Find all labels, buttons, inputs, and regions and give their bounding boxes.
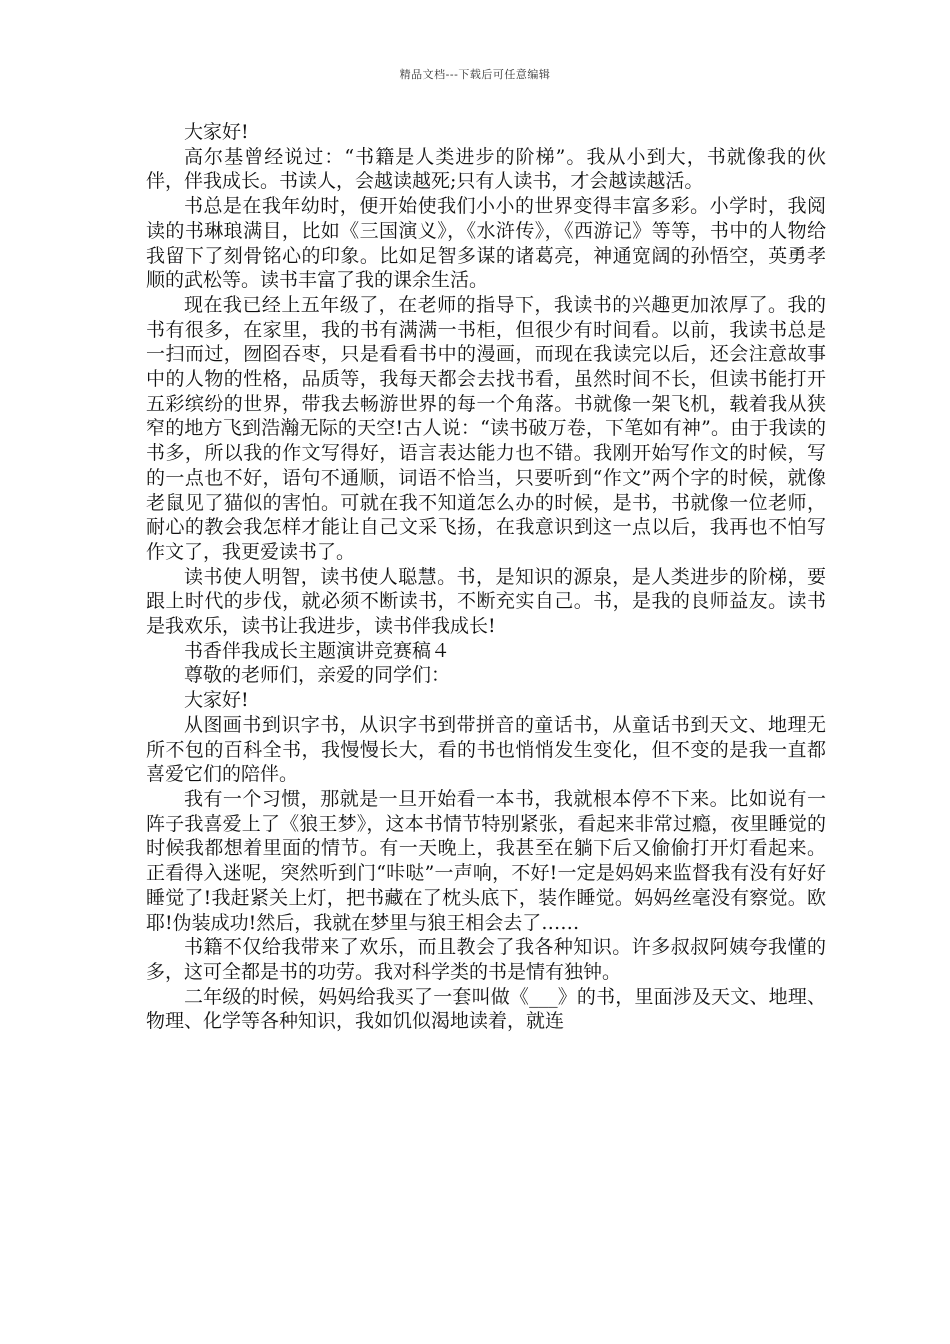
document-body	[146, 120, 826, 1034]
body-paragraph: 我有一个习惯，那就是一旦开始看一本书，我就根本停不下来。比如说有一阵子我喜爱上了《狼王梦》，这本书情节特别紧张，看起来非常过瘾，夜里睡觉的时候我都想着里面的情节。有一天晚上，我甚至在躺下后又偷偷打开灯看起来。正看得入迷呢，突然听到门“咔哒”一声响，不好!一定是妈妈来监督我有没有好好睡觉了!我赶紧关上灯，把书藏在了枕头底下，装作睡觉。妈妈丝毫没有察觉。欧耶!伪装成功!然后，我就在梦里与狼王相会去了……	[146, 787, 826, 934]
greeting-paragraph: 大家好!	[184, 689, 249, 712]
salutation-paragraph: 尊敬的老师们，亲爱的同学们：	[184, 664, 451, 687]
body-paragraph: 高尔基曾经说过：“书籍是人类进步的阶梯”。我从小到大，书就像我的伙伴，伴我成长。书读人，会越读越死;只有人读书，才会越读越活。	[146, 145, 826, 193]
page-header: 精品文档---下载后可任意编辑	[399, 68, 551, 81]
body-paragraph: 二年级的时候，妈妈给我买了一套叫做《___》的书，里面涉及天文、地理、物理、化学等各种知识，我如饥似渴地读着，就连	[146, 985, 826, 1033]
section-title: 书香伴我成长主题演讲竞赛稿４	[184, 639, 451, 662]
body-paragraph: 现在我已经上五年级了，在老师的指导下，我读书的兴趣更加浓厚了。我的书有很多，在家里，我的书有满满一书柜，但很少有时间看。以前，我读书总是一扫而过，囫囵吞枣，只是看看书中的漫画，而现在我读完以后，还会注意故事中的人物的性格，品质等，我每天都会去找书看，虽然时间不长，但读书能打开五彩缤纷的世界，带我去畅游世界的每一个角落。书就像一架飞机，载着我从狭窄的地方飞到浩瀚无际的天空!古人说：“读书破万卷，下笔如有神”。由于我读的书多，所以我的作文写得好，语言表达能力也不错。我刚开始写作文的时候，写的一点也不好，语句不通顺，词语不恰当，只要听到“作文”两个字的时候，就像老鼠见了猫似的害怕。可就在我不知道怎么办的时候，是书，书就像一位老师，耐心的教会我怎样才能让自己文采飞扬，在我意识到这一点以后，我再也不怕写作文了，我更爱读书了。	[146, 293, 826, 563]
greeting-paragraph: 大家好!	[184, 121, 249, 143]
body-paragraph: 书总是在我年幼时，便开始使我们小小的世界变得丰富多彩。小学时，我阅读的书琳琅满目，比如《三国演义》，《水浒传》，《西游记》等等，书中的人物给我留下了刻骨铭心的印象。比如足智多谋的诸葛亮，神通宽阔的孙悟空，英勇孝顺的武松等。读书丰富了我的课余生活。	[146, 195, 826, 292]
body-paragraph: 书籍不仅给我带来了欢乐，而且教会了我各种知识。许多叔叔阿姨夸我懂的多，这可全都是书的功劳。我对科学类的书是情有独钟。	[146, 936, 826, 983]
body-paragraph: 从图画书到识字书，从识字书到带拼音的童话书，从童话书到天文、地理无所不包的百科全书，我慢慢长大，看的书也悄悄发生变化，但不变的是我一直都喜爱它们的陪伴。	[146, 713, 826, 786]
body-paragraph: 读书使人明智，读书使人聪慧。书，是知识的源泉，是人类进步的阶梯，要跟上时代的步伐，就必须不断读书，不断充实自己。书，是我的良师益友。读书是我欢乐，读书让我进步，读书伴我成长!	[146, 565, 826, 638]
